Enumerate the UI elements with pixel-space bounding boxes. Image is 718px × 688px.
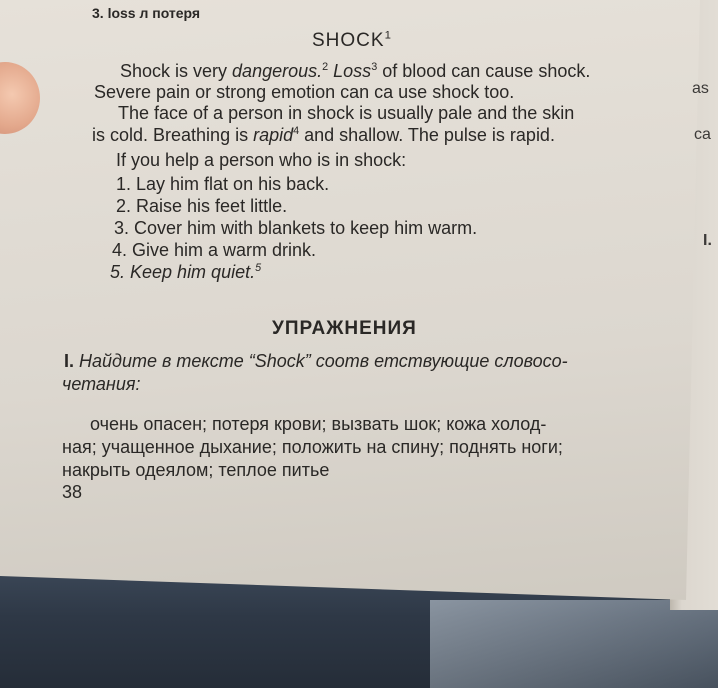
exercise-line-2: четания: xyxy=(62,374,141,394)
step-4: 4. Give him a warm drink. xyxy=(112,240,317,260)
footnote-4: 4 xyxy=(293,125,300,137)
title-text: SHOCK xyxy=(312,30,385,51)
background-plastic xyxy=(430,600,718,688)
word-dangerous: dangerous. xyxy=(232,61,323,81)
line4-part-b: and shallow. The pulse is rapid. xyxy=(299,125,555,145)
exercise-instruction: Найдите в тексте “Shock” соотв етствующие словосо- xyxy=(79,351,568,371)
line4-part-a: is cold. Breathing is xyxy=(92,125,254,145)
right-page-text-2: ca xyxy=(694,126,711,143)
answer-line-2: ная; учащенное дыхание; положить на спину; поднять ноги; xyxy=(62,437,563,457)
right-page-text-3: I. xyxy=(703,232,712,249)
footnote-2: 2 xyxy=(322,61,329,73)
text-line-3: The face of a person in shock is usually pale and the skin xyxy=(118,103,575,123)
step-5-text: 5. Keep him quiet. xyxy=(110,262,256,282)
answer-line-3: накрыть одеялом; теплое питье xyxy=(62,460,330,480)
step-2: 2. Raise his feet little. xyxy=(116,196,288,216)
footnote-5: 5 xyxy=(255,262,262,274)
title-footnote: 1 xyxy=(384,29,392,42)
step-1: 1. Lay him flat on his back. xyxy=(116,174,330,194)
word-rapid: rapid xyxy=(253,125,294,145)
step-3: 3. Cover him with blankets to keep him warm. xyxy=(114,218,478,238)
right-page-text-1: as xyxy=(692,80,709,97)
page-number: 38 xyxy=(62,482,83,502)
step-5 xyxy=(110,263,261,281)
line1-part-a: Shock is very xyxy=(120,61,233,81)
line1-part-b: of blood can cause shock. xyxy=(377,61,591,81)
text-line-4 xyxy=(92,126,555,144)
word-loss: Loss xyxy=(333,61,372,81)
exercise-number: I. xyxy=(64,351,75,371)
exercise-line-1 xyxy=(64,352,568,370)
text-line-1 xyxy=(120,62,590,80)
section-title: УПРАЖНЕНИЯ xyxy=(272,318,417,339)
footnote-3: 3 xyxy=(371,61,378,73)
page-title xyxy=(312,31,392,50)
answer-line-1: очень опасен; потеря крови; вызвать шок; кожа холод- xyxy=(90,414,547,434)
text-line-5: If you help a person who is in shock: xyxy=(116,150,407,170)
text-line-2: Severe pain or strong emotion can ca use shock too. xyxy=(94,82,515,102)
footnote-line: 3. loss л потеря xyxy=(92,5,201,21)
